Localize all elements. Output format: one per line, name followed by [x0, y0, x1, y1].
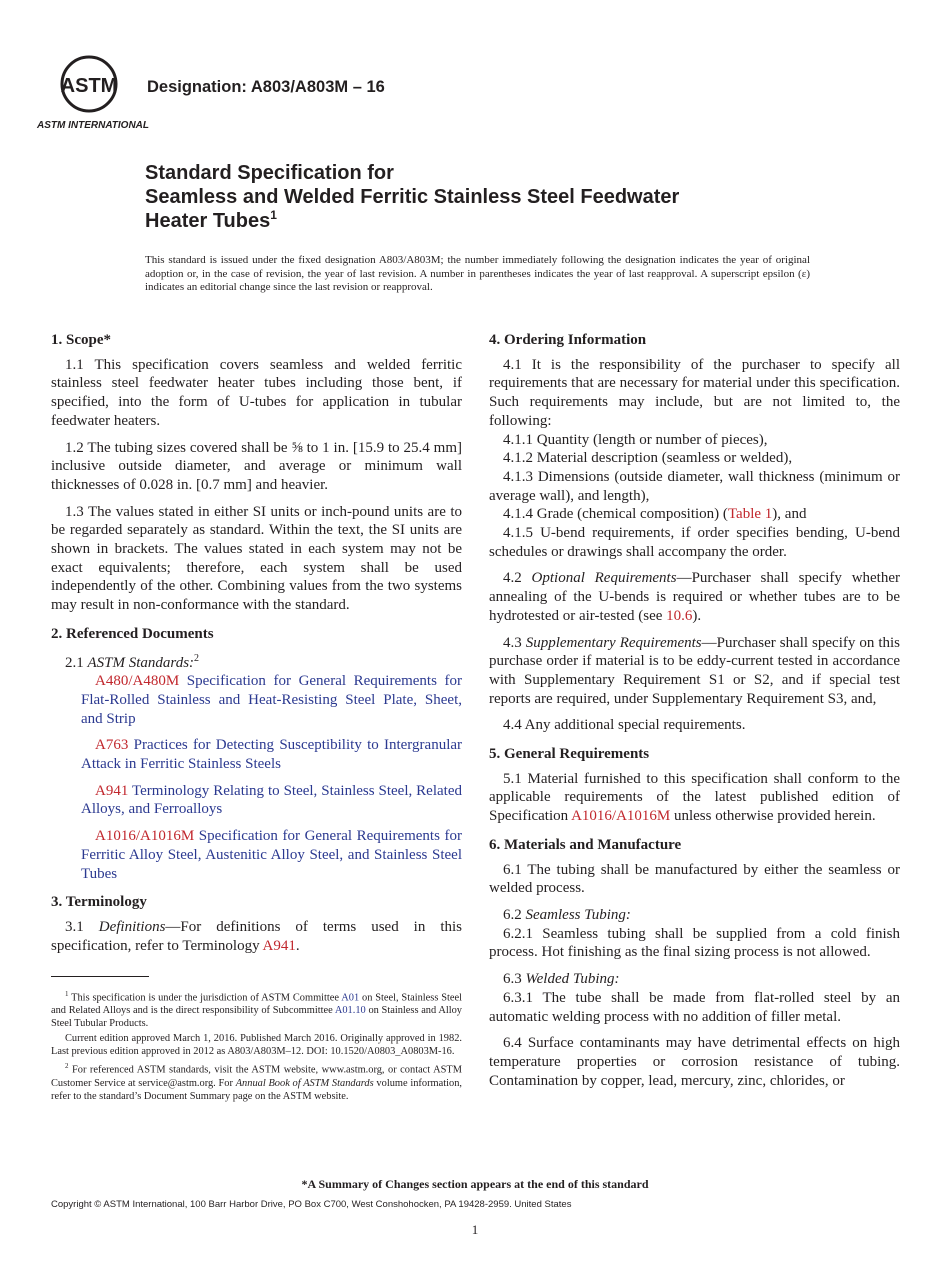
list-item: 4.1.5 U-bend requirements, if order specifies bending, U-bend schedules or drawings shall accompany the order.: [489, 525, 900, 560]
list-item: 4.1.3 Dimensions (outside diameter, wall thickness (minimum or average wall), and length),: [489, 468, 900, 504]
paragraph: 6.2.1 Seamless tubing shall be supplied from a cold finish process. Hot finishing as the final sizing process is not allowed.: [489, 925, 900, 961]
reference-code-link[interactable]: A941: [95, 782, 129, 799]
section-heading: 3. Terminology: [51, 894, 147, 911]
issuance-note: This standard is issued under the fixed designation A803/A803M; the number immediately following the designation indicates the year of original adoption or, in the case of revision, the year of last revision. A number in parentheses indicates the year of last reapproval. A superscript epsilon (ε) indicates an editorial change since the last revision or reapproval.: [145, 254, 810, 294]
logo-wordmark: ASTM INTERNATIONAL: [36, 120, 150, 131]
section-link[interactable]: 10.6: [666, 607, 693, 624]
reference-code-link[interactable]: A480/A480M: [95, 673, 180, 690]
paragraph: 4.3 Supplementary Requirements—Purchaser shall specify on this purchase order if material is to be eddy-current tested in accordance with Supplementary Requirement S1 or S2, and if special test reports are required, under Supplementary Requirement S3, and,: [489, 634, 901, 707]
list-item: 4.1.1 Quantity (length or number of pieces),: [503, 431, 768, 448]
paragraph: 4.4 Any additional special requirements.: [503, 717, 746, 734]
right-column: [489, 331, 900, 1098]
paragraph: 6.1 The tubing shall be manufactured by either the seamless or welded process.: [489, 861, 900, 897]
subcommittee-link[interactable]: A01.10: [334, 1005, 366, 1017]
paragraph: 6.4 Surface contaminants may have detrimental effects on high temperature properties or corrosion resistance of tubing. Contamination by copper, lead, mercury, zinc, chlorides, or: [489, 1035, 900, 1089]
list-item: 4.1.4 Grade (chemical composition) (Table 1), and: [503, 506, 807, 523]
paragraph: 6.3.1 The tube shall be made from flat-rolled steel by an automatic welding process with no addition of filler metal.: [489, 989, 900, 1025]
footnote: Current edition approved March 1, 2016. Published March 2016. Originally approved in 1982. Last previous edition approved in 2012 as A803/A803M–12. DOI: 10.1520/A0803_A0803M-16.: [51, 1033, 462, 1058]
subsection-label: 6.3 Welded Tubing:: [503, 971, 620, 988]
reference-code-link[interactable]: A1016/A1016M: [95, 828, 195, 845]
reference-title-link[interactable]: Specification for General Requirements for Ferritic Alloy Steel, Austenitic Alloy Steel, and Stainless Steel Tubes: [81, 828, 463, 882]
section-heading: 4. Ordering Information: [489, 332, 647, 348]
section-heading: 2. Referenced Documents: [51, 625, 214, 642]
footnote: $^1$ This specification is under the jurisdiction of ASTM Committee A01 on Steel, Stainless Steel and Related Alloys and is the direct responsibility of Subcommittee A01.10 on Stainless and Alloy Steel Tubular Products.: [51, 990, 462, 1030]
reference-title-link[interactable]: Terminology Relating to Steel, Stainless Steel, Related Alloys, and Ferroalloys: [81, 782, 462, 818]
footnote-divider: [51, 976, 149, 977]
reference-item: [51, 736, 462, 773]
reference-item: [51, 827, 462, 883]
reference-item: [51, 672, 462, 728]
page-number: 1: [471, 1222, 479, 1237]
subsection-label: 6.2 Seamless Tubing:: [503, 906, 631, 923]
reference-title-link[interactable]: Practices for Detecting Susceptibility to Intergranular Attack in Ferritic Stainless Steels: [81, 737, 463, 773]
left-column: [51, 331, 462, 963]
specification-link[interactable]: A1016/A1016M: [571, 808, 671, 825]
copyright: Copyright © ASTM International, 100 Barr Harbor Drive, PO Box C700, West Conshohocken, PA 19428-2959. United States: [51, 1199, 572, 1210]
footnote: $^2$ For referenced ASTM standards, visit the ASTM website, www.astm.org, or contact ASTM Customer Service at service@astm.org. For Annual Book of ASTM Standards volume information, refer to the standard’s Document Summary page on the ASTM website.: [51, 1062, 462, 1102]
subsection-label: 2.1 ASTM Standards:$^2$: [65, 652, 200, 671]
paragraph: 5.1 Material furnished to this specification shall conform to the applicable requirements of the latest published edition of Specification A1016/A1016M unless otherwise provided herein.: [489, 770, 900, 825]
reference-list: [51, 672, 462, 883]
reference-item: [51, 782, 462, 819]
section-heading: 1. Scope*: [51, 332, 111, 348]
designation: Designation: A803/A803M – 16: [147, 78, 385, 96]
summary-note: *A Summary of Changes section appears at the end of this standard: [301, 1177, 649, 1191]
paragraph: 1.1 This specification covers seamless and welded ferritic stainless steel feedwater heater tubes including those bent, if specified, into the form of U-tubes for application in tubular feedwater heaters.: [51, 356, 462, 429]
paragraph: 3.1 Definitions—For definitions of terms used in this specification, refer to Terminology A941.: [51, 918, 463, 954]
paragraph: 1.3 The values stated in either SI units or inch-pound units are to be regarded separately as standard. Within the text, the SI units are shown in brackets. The values stated in each system may not be exact equivalents; therefore, each system shall be used independently of the other. Combining values from the two systems may result in non-conformance with the standard.: [51, 503, 462, 614]
reference-code-link[interactable]: A763: [95, 737, 129, 754]
paragraph: 1.2 The tubing sizes covered shall be ⅝ to 1 in. [15.9 to 25.4 mm] inclusive outside diameter, and average or minimum wall thicknesses of 0.028 in. [0.7 mm] and heavier.: [51, 439, 462, 493]
paragraph: 4.1 It is the responsibility of the purchaser to specify all requirements that are necessary for material under this specification. Such requirements may include, but are not limited to, the following:: [489, 356, 900, 429]
terminology-link[interactable]: A941: [262, 937, 296, 954]
table-link[interactable]: Table 1: [727, 506, 773, 523]
list-item: 4.1.2 Material description (seamless or welded),: [503, 450, 793, 467]
footnote-ref: 1: [270, 208, 277, 222]
committee-link[interactable]: A01: [341, 992, 360, 1004]
paragraph: 4.2 Optional Requirements—Purchaser shall specify whether annealing of the U-bends is required or whether tubes are to be hydrotested or air-tested (see 10.6).: [489, 570, 901, 624]
reference-title-link[interactable]: Specification for General Requirements for Flat-Rolled Stainless and Heat-Resisting Steel Plate, Sheet, and Strip: [81, 673, 463, 727]
page-title: Standard Specification for Seamless and Welded Ferritic Stainless Steel Feedwater Heater Tubes$^1$: [145, 162, 680, 232]
footnotes: [51, 988, 462, 1105]
section-heading: 6. Materials and Manufacture: [489, 836, 682, 853]
svg-text:ASTM: ASTM: [60, 75, 118, 97]
astm-logo: [36, 50, 150, 132]
section-heading: 5. General Requirements: [489, 746, 650, 763]
